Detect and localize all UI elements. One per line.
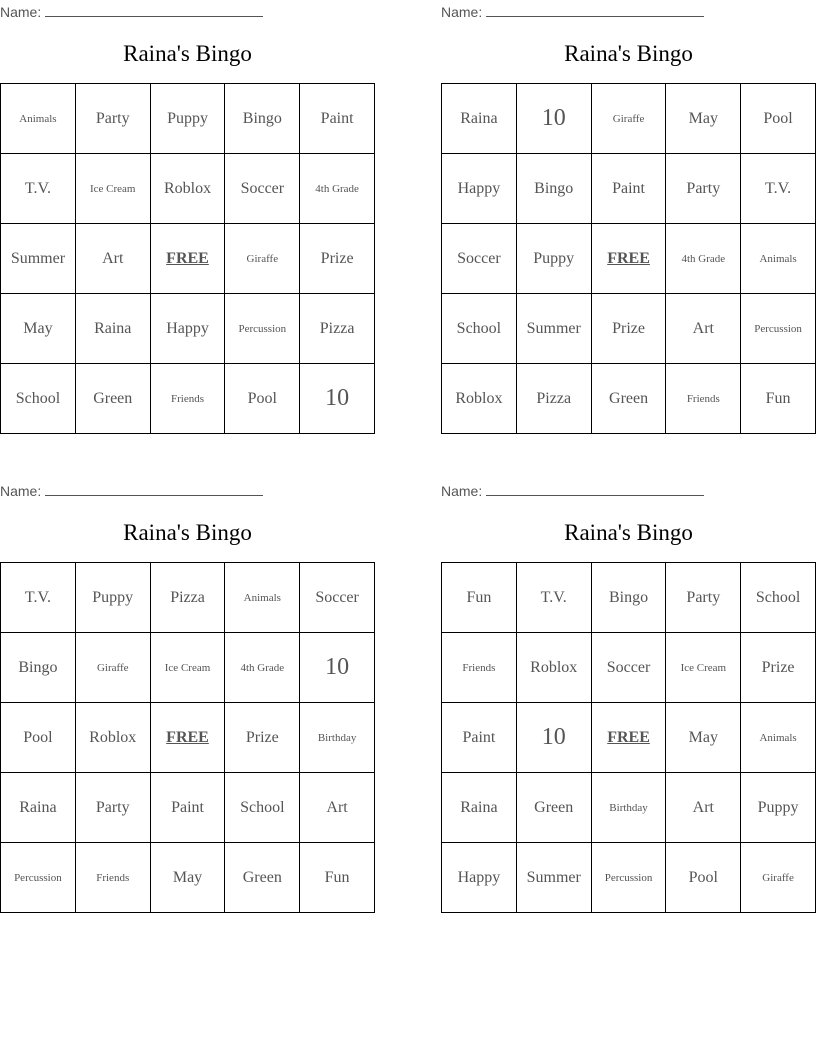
bingo-cell: Pizza — [150, 563, 225, 633]
grid-row — [442, 294, 816, 364]
name-label: Name: — [441, 483, 483, 499]
bingo-cell: May — [150, 843, 225, 913]
grid-row — [1, 773, 375, 843]
name-field[interactable] — [441, 3, 704, 20]
name-blank-line[interactable] — [486, 3, 704, 17]
grid-row — [442, 773, 816, 843]
grid-row — [442, 703, 816, 773]
bingo-cell: Friends — [75, 843, 150, 913]
bingo-cell: 10 — [516, 84, 591, 154]
bingo-cell: Ice Cream — [75, 154, 150, 224]
bingo-cell: Raina — [1, 773, 76, 843]
name-blank-line[interactable] — [45, 3, 263, 17]
bingo-cell: Bingo — [591, 563, 666, 633]
free-space-cell: FREE — [591, 703, 666, 773]
bingo-cell: Giraffe — [225, 224, 300, 294]
card-title: Raina's Bingo — [564, 520, 693, 545]
grid-row — [1, 84, 375, 154]
card-title: Raina's Bingo — [123, 41, 252, 66]
free-space-cell: FREE — [150, 224, 225, 294]
bingo-cell: Paint — [300, 84, 375, 154]
bingo-cell: Giraffe — [741, 843, 816, 913]
bingo-cell: Giraffe — [75, 633, 150, 703]
bingo-cell: Percussion — [591, 843, 666, 913]
bingo-cell: 10 — [300, 364, 375, 434]
bingo-cell: Animals — [1, 84, 76, 154]
bingo-cell: Pool — [666, 843, 741, 913]
grid-row — [1, 843, 375, 913]
bingo-cell: Percussion — [1, 843, 76, 913]
bingo-cell: Bingo — [1, 633, 76, 703]
bingo-cell: May — [1, 294, 76, 364]
bingo-cell: Soccer — [225, 154, 300, 224]
bingo-cell: Green — [75, 364, 150, 434]
grid-row — [442, 154, 816, 224]
bingo-cell: Art — [75, 224, 150, 294]
bingo-cell: Summer — [516, 843, 591, 913]
bingo-cell: 10 — [516, 703, 591, 773]
bingo-cell: T.V. — [1, 154, 76, 224]
bingo-cell: Percussion — [225, 294, 300, 364]
name-field[interactable] — [0, 3, 263, 20]
bingo-cell: Party — [75, 773, 150, 843]
grid-row — [1, 224, 375, 294]
bingo-cell: Party — [666, 154, 741, 224]
bingo-cell: Party — [666, 563, 741, 633]
bingo-cell: Prize — [591, 294, 666, 364]
bingo-cell: Fun — [300, 843, 375, 913]
bingo-cell: Soccer — [300, 563, 375, 633]
bingo-cell: Animals — [741, 703, 816, 773]
bingo-cell: Ice Cream — [150, 633, 225, 703]
bingo-cell: Puppy — [741, 773, 816, 843]
bingo-cell: School — [225, 773, 300, 843]
bingo-cell: Puppy — [150, 84, 225, 154]
bingo-cell: Fun — [442, 563, 517, 633]
grid-row — [442, 84, 816, 154]
bingo-grid — [441, 562, 816, 913]
bingo-cell: Raina — [442, 773, 517, 843]
grid-row — [1, 633, 375, 703]
name-field[interactable] — [0, 482, 263, 499]
bingo-cell: May — [666, 703, 741, 773]
bingo-grid — [0, 83, 375, 434]
bingo-cell: Happy — [150, 294, 225, 364]
bingo-cell: T.V. — [1, 563, 76, 633]
name-label: Name: — [441, 4, 483, 20]
bingo-cell: Prize — [741, 633, 816, 703]
bingo-cell: School — [442, 294, 517, 364]
name-blank-line[interactable] — [45, 482, 263, 496]
bingo-cell: Paint — [591, 154, 666, 224]
bingo-cell: Green — [516, 773, 591, 843]
name-label: Name: — [0, 4, 42, 20]
bingo-cell: 10 — [300, 633, 375, 703]
name-label: Name: — [0, 483, 42, 499]
bingo-cell: Birthday — [300, 703, 375, 773]
bingo-cell: Friends — [666, 364, 741, 434]
bingo-cell: Happy — [442, 154, 517, 224]
name-field[interactable] — [441, 482, 704, 499]
bingo-cell: Percussion — [741, 294, 816, 364]
bingo-cell: School — [1, 364, 76, 434]
bingo-cell: Raina — [442, 84, 517, 154]
bingo-cell: Roblox — [516, 633, 591, 703]
bingo-cell: Pool — [225, 364, 300, 434]
bingo-cell: Green — [225, 843, 300, 913]
free-space-cell: FREE — [591, 224, 666, 294]
bingo-cell: Animals — [741, 224, 816, 294]
bingo-cell: Bingo — [516, 154, 591, 224]
grid-row — [1, 563, 375, 633]
bingo-cell: 4th Grade — [666, 224, 741, 294]
bingo-cell: Party — [75, 84, 150, 154]
bingo-cell: Ice Cream — [666, 633, 741, 703]
bingo-cell: School — [741, 563, 816, 633]
bingo-cell: May — [666, 84, 741, 154]
grid-row — [1, 294, 375, 364]
bingo-grid — [441, 83, 816, 434]
bingo-cell: Giraffe — [591, 84, 666, 154]
bingo-cell: Pizza — [516, 364, 591, 434]
bingo-cell: Roblox — [442, 364, 517, 434]
bingo-cell: Prize — [225, 703, 300, 773]
bingo-cell: Art — [666, 773, 741, 843]
bingo-cell: Soccer — [442, 224, 517, 294]
bingo-cell: Summer — [516, 294, 591, 364]
grid-row — [442, 224, 816, 294]
bingo-cell: 4th Grade — [300, 154, 375, 224]
free-space-cell: FREE — [150, 703, 225, 773]
bingo-cell: Green — [591, 364, 666, 434]
bingo-cell: Fun — [741, 364, 816, 434]
card-title: Raina's Bingo — [564, 41, 693, 66]
bingo-cell: Paint — [150, 773, 225, 843]
bingo-cell: Birthday — [591, 773, 666, 843]
grid-row — [1, 154, 375, 224]
bingo-cell: Friends — [150, 364, 225, 434]
bingo-cell: Pool — [741, 84, 816, 154]
bingo-cell: T.V. — [741, 154, 816, 224]
card-title: Raina's Bingo — [123, 520, 252, 545]
grid-row — [1, 703, 375, 773]
grid-row — [442, 563, 816, 633]
bingo-cell: T.V. — [516, 563, 591, 633]
bingo-grid — [0, 562, 375, 913]
bingo-cell: Puppy — [516, 224, 591, 294]
bingo-cell: Art — [300, 773, 375, 843]
grid-row — [1, 364, 375, 434]
bingo-cell: Prize — [300, 224, 375, 294]
bingo-cell: Pizza — [300, 294, 375, 364]
bingo-cell: Puppy — [75, 563, 150, 633]
bingo-cell: Friends — [442, 633, 517, 703]
grid-row — [442, 364, 816, 434]
bingo-cell: Soccer — [591, 633, 666, 703]
bingo-cell: Happy — [442, 843, 517, 913]
bingo-cell: Roblox — [150, 154, 225, 224]
bingo-cell: 4th Grade — [225, 633, 300, 703]
bingo-cell: Summer — [1, 224, 76, 294]
name-blank-line[interactable] — [486, 482, 704, 496]
bingo-cell: Animals — [225, 563, 300, 633]
bingo-cell: Bingo — [225, 84, 300, 154]
bingo-cell: Art — [666, 294, 741, 364]
bingo-cell: Roblox — [75, 703, 150, 773]
grid-row — [442, 633, 816, 703]
grid-row — [442, 843, 816, 913]
bingo-cell: Paint — [442, 703, 517, 773]
bingo-cell: Raina — [75, 294, 150, 364]
bingo-cell: Pool — [1, 703, 76, 773]
